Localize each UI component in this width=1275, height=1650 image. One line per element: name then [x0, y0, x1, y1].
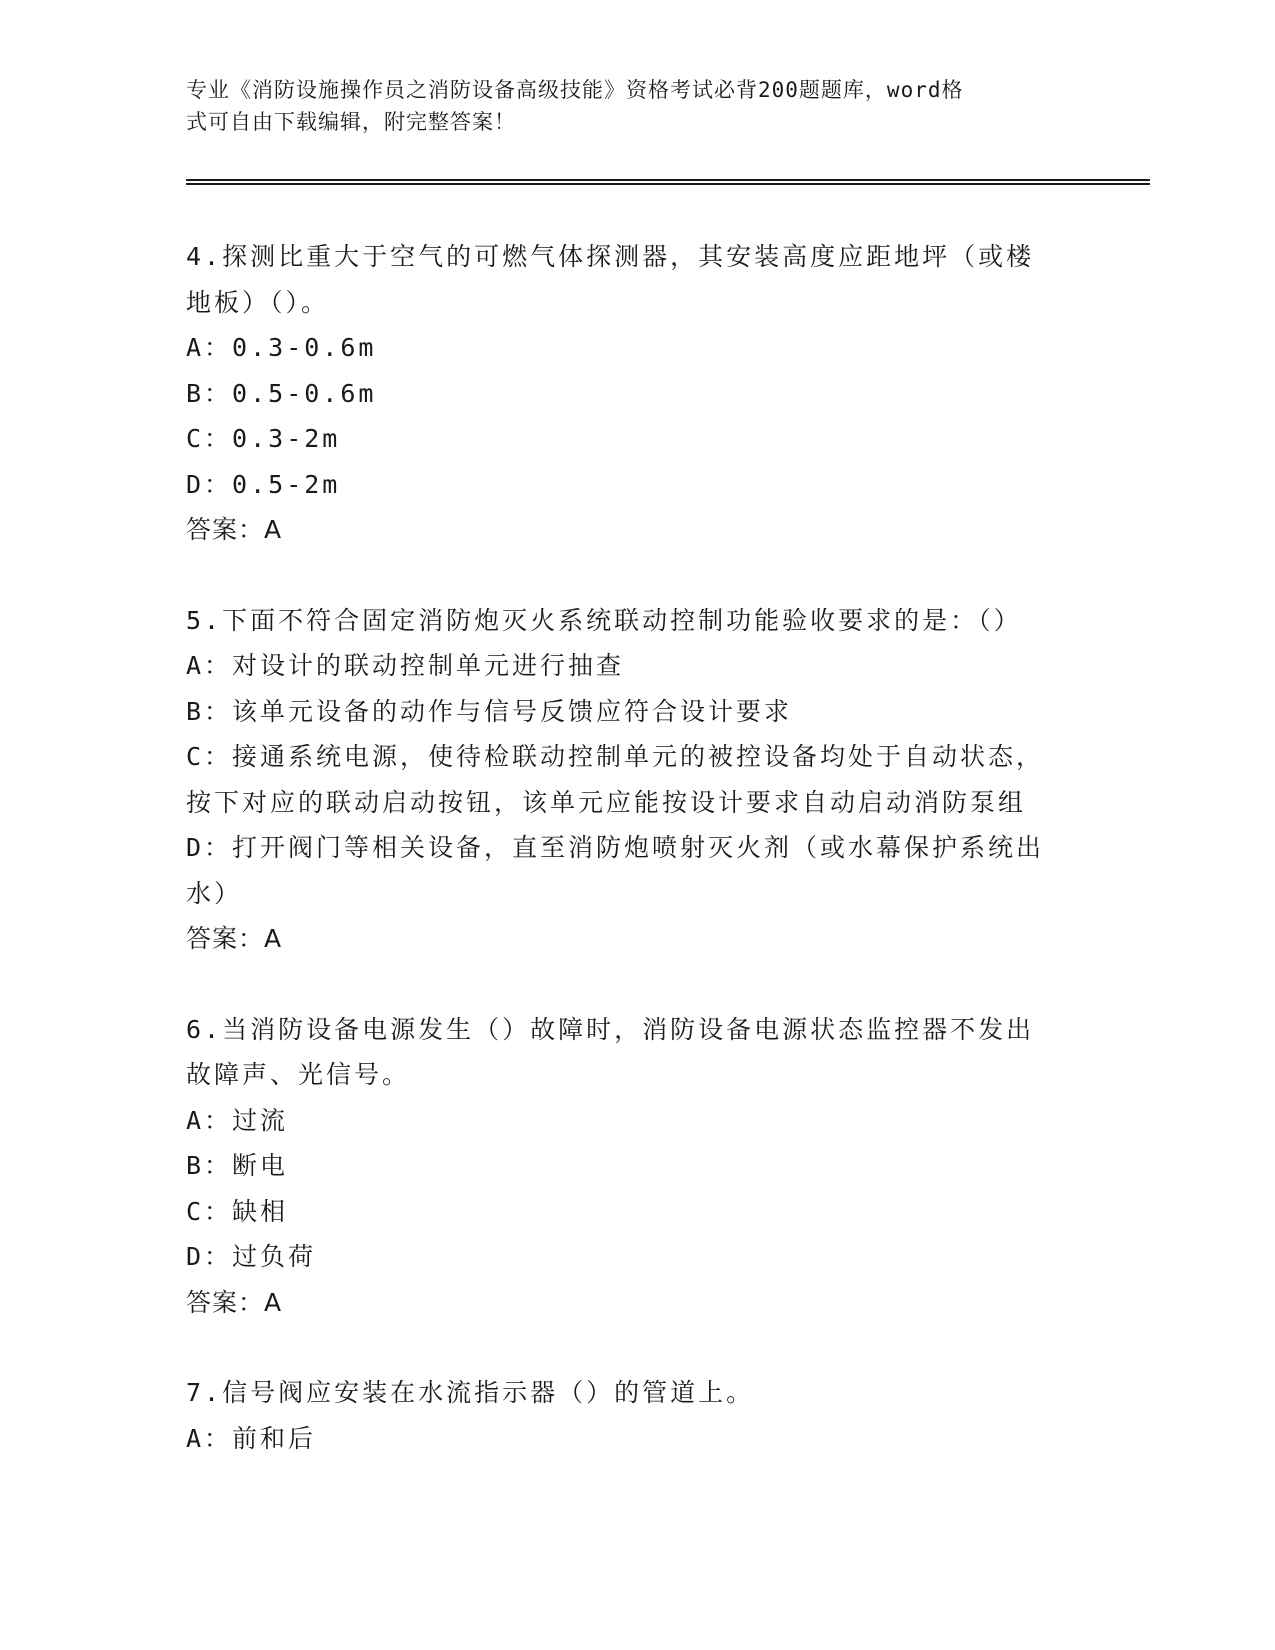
document-header — [186, 74, 1066, 138]
question-stem: 7.信号阀应安装在水流指示器（）的管道上。 — [186, 1378, 755, 1407]
option-a: A：过流 — [186, 1105, 289, 1135]
option-c: C：0.3-2m — [186, 424, 341, 453]
question-stem: 6.当消防设备电源发生（）故障时，消防设备电源状态监控器不发出 — [186, 1014, 1035, 1044]
question-stem: 地板）（）。 — [186, 287, 330, 317]
option-a: A：前和后 — [186, 1423, 317, 1453]
option-a: A：对设计的联动控制单元进行抽查 — [186, 651, 625, 680]
answer-label: 答案：A — [186, 515, 283, 544]
option-c-continued: 按下对应的联动启动按钮，该单元应能按设计要求自动启动消防泵组 — [186, 787, 1027, 817]
question-4 — [186, 234, 1066, 553]
option-d: D：过负荷 — [186, 1242, 317, 1271]
option-c: C：缺相 — [186, 1196, 289, 1226]
option-a: A：0.3-0.6m — [186, 333, 377, 362]
header-line-2: 式可自由下载编辑，附完整答案！ — [186, 110, 516, 134]
question-list — [186, 234, 1066, 1506]
option-d: D：0.5-2m — [186, 469, 341, 499]
answer-label: 答案：A — [186, 1287, 283, 1317]
question-stem: 4.探测比重大于空气的可燃气体探测器，其安装高度应距地坪（或楼 — [186, 242, 1035, 271]
answer-label: 答案：A — [186, 924, 283, 953]
question-7 — [186, 1370, 1066, 1461]
option-c: C：接通系统电源，使待检联动控制单元的被控设备均处于自动状态， — [186, 742, 1045, 771]
question-5 — [186, 598, 1066, 962]
option-b: B：0.5-0.6m — [186, 378, 377, 408]
header-divider-top — [186, 179, 1150, 181]
option-b: B：该单元设备的动作与信号反馈应符合设计要求 — [186, 696, 793, 726]
header-line-1: 专业《消防设施操作员之消防设备高级技能》资格考试必背200题题库，word格 — [186, 78, 964, 102]
question-6 — [186, 1007, 1066, 1326]
header-divider-bottom — [186, 183, 1150, 185]
question-stem: 5.下面不符合固定消防炮灭火系统联动控制功能验收要求的是：（） — [186, 605, 1022, 635]
option-b: B：断电 — [186, 1151, 289, 1180]
option-d: D：打开阀门等相关设备，直至消防炮喷射灭火剂（或水幕保护系统出 — [186, 833, 1045, 862]
option-d-continued: 水） — [186, 878, 243, 908]
question-stem: 故障声、光信号。 — [186, 1060, 411, 1089]
